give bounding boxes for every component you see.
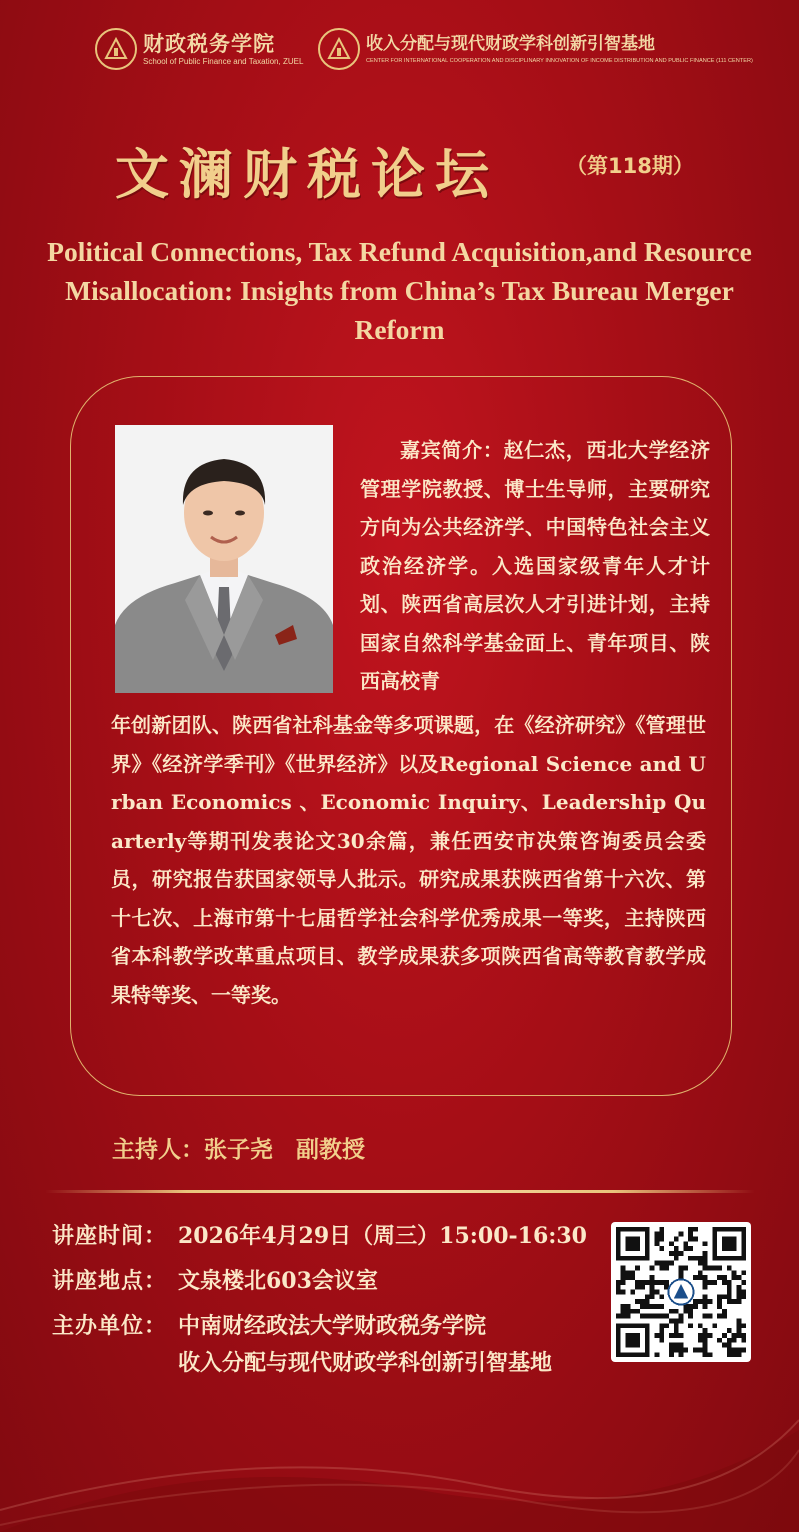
- organizer-value-1: 中南财经政法大学财政税务学院: [178, 1313, 487, 1339]
- organizer-value-2: 收入分配与现代财政学科创新引智基地: [178, 1350, 553, 1376]
- organizer-row-2: [178, 1346, 552, 1377]
- speaker-photo: [115, 425, 333, 693]
- qr-code-icon[interactable]: [611, 1222, 751, 1362]
- center-seal-icon: [318, 28, 360, 70]
- talk-title: Political Connections, Tax Refund Acquisition,and Resource Misallocation: Insights from China’s Tax Bureau Merger Reform: [47, 236, 752, 345]
- forum-title: 文澜财税论坛: [115, 142, 499, 206]
- time-row: [52, 1219, 587, 1250]
- gold-divider: [45, 1190, 755, 1193]
- time-value: 2026年4月29日（周三）15:00-16:30: [178, 1223, 587, 1249]
- school-seal-icon: [95, 28, 137, 70]
- school-name-en: School of Public Finance and Taxation, ZUEL: [143, 56, 304, 66]
- decorative-swoosh-icon: [0, 1390, 799, 1532]
- organizer-row: [52, 1309, 486, 1340]
- school-name: 财政税务学院: [143, 30, 275, 56]
- school-logo: [95, 28, 303, 70]
- place-row: [52, 1264, 378, 1295]
- center-name-en: CENTER FOR INTERNATIONAL COOPERATION AND DISCIPLINARY INNOVATION OF INCOME DISTRIBUTION AND PUBLIC FINANCE (111 CENTER): [366, 57, 753, 64]
- host-line: 主持人：张子尧 副教授: [112, 1137, 365, 1163]
- place-value: 文泉楼北603会议室: [178, 1268, 378, 1294]
- time-label: 讲座时间：: [52, 1223, 168, 1249]
- speaker-bio-bottom: 年创新团队、陕西省社科基金等多项课题，在《经济研究》《管理世界》《经济学季刊》《世界经济》以及Regional Science and Urban Economics 、Economic Inquiry、Leadership Quarterly等期刊发表论文30余篇，兼任西安市决策咨询委员会委员，研究报告获国家领导人批示。研究成果获陕西省第十六次、第十七次、上海市第十七届哲学社会科学优秀成果一等奖，主持陕西省本科教学改革重点项目、教学成果获多项陕西省高等教育教学成果特等奖、一等奖。: [111, 713, 706, 1007]
- center-logo: [318, 28, 753, 70]
- center-name: 收入分配与现代财政学科创新引智基地: [366, 33, 655, 54]
- organizer-label: 主办单位：: [52, 1313, 168, 1339]
- issue-number: （第118期）: [566, 154, 694, 178]
- speaker-bio-top: 嘉宾简介：赵仁杰，西北大学经济管理学院教授、博士生导师，主要研究方向为公共经济学、中国特色社会主义政治经济学。入选国家级青年人才计划、陕西省高层次人才引进计划，主持国家自然科学基金面上、青年项目、陕西高校青: [360, 438, 710, 693]
- place-label: 讲座地点：: [52, 1268, 168, 1294]
